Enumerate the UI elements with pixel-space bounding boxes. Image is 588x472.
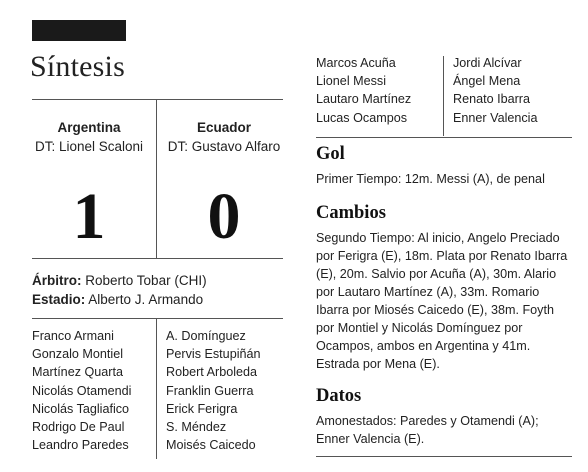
referee-value: Roberto Tobar (CHI) xyxy=(85,273,207,288)
player-item: Gonzalo Montiel xyxy=(32,347,124,362)
player-item: A. Domínguez xyxy=(166,329,246,343)
away-team-name: Ecuador xyxy=(196,120,251,135)
gol-heading: Gol xyxy=(316,144,345,164)
player-item: Martínez Quarta xyxy=(32,365,123,380)
gol-text: Primer Tiempo: 12m. Messi (A), de penal xyxy=(316,172,545,186)
player-item: Jordi Alcívar xyxy=(453,56,522,70)
home-coach: DT: Lionel Scaloni xyxy=(34,139,144,154)
cambios-text: Segundo Tiempo: Al inicio, Angelo Preciado por Ferigra (E), 18m. Plata por Renato Ibarra (E), 20m. Salvio por Acuña (A), 30m. Alario por Lautaro Martínez (A), 33m. Romario Ibarra por Miosés Caicedo (E), 38m. Foyth por Montiel y Nicolás Domínguez por Ocampos, ambos en Argentina y 41m. Estrada por Mena (E). xyxy=(316,231,568,371)
away-score: 0 xyxy=(207,180,241,253)
home-lineup-list xyxy=(32,327,131,454)
player-item: Leandro Paredes xyxy=(32,438,129,453)
player-item: Lautaro Martínez xyxy=(316,92,412,107)
player-item: Nicolás Tagliafico xyxy=(32,401,130,416)
divider xyxy=(32,258,283,259)
divider xyxy=(32,318,283,319)
home-team-name: Argentina xyxy=(57,120,121,135)
player-item: Marcos Acuña xyxy=(316,56,396,70)
referee xyxy=(32,271,282,290)
divider xyxy=(316,137,572,138)
player-item: Ángel Mena xyxy=(453,74,521,89)
datos-heading: Datos xyxy=(316,386,362,406)
divider xyxy=(156,319,157,459)
divider xyxy=(32,99,283,100)
player-item: S. Méndez xyxy=(166,420,227,435)
home-lineup-continued xyxy=(316,54,411,127)
away-lineup-list xyxy=(166,327,261,454)
player-item: Nicolás Otamendi xyxy=(32,383,132,398)
datos-text: Amonestados: Paredes y Otamendi (A); Enner Valencia (E). xyxy=(316,414,539,446)
away-team xyxy=(165,118,283,156)
player-item: Franklin Guerra xyxy=(166,383,254,398)
header-bar xyxy=(32,20,126,41)
away-lineup-continued xyxy=(453,54,537,127)
divider xyxy=(443,56,444,136)
away-coach: DT: Gustavo Alfaro xyxy=(167,139,281,154)
player-item: Enner Valencia xyxy=(453,110,538,125)
page-title: Síntesis xyxy=(30,50,125,83)
player-item: Franco Armani xyxy=(32,329,114,343)
player-item: Moisés Caicedo xyxy=(166,438,256,453)
referee-label: Árbitro: xyxy=(32,273,82,288)
player-item: Lucas Ocampos xyxy=(316,110,407,125)
home-score: 1 xyxy=(72,180,106,253)
home-team xyxy=(30,118,148,156)
cambios-heading: Cambios xyxy=(316,203,386,223)
divider xyxy=(316,456,572,457)
divider xyxy=(156,100,157,258)
player-item: Renato Ibarra xyxy=(453,92,531,107)
player-item: Lionel Messi xyxy=(316,74,386,89)
player-item: Rodrigo De Paul xyxy=(32,420,125,435)
player-item: Pervis Estupiñán xyxy=(166,347,261,362)
player-item: Erick Ferigra xyxy=(166,401,238,416)
stadium-label: Estadio: xyxy=(32,292,86,307)
stadium xyxy=(32,290,282,309)
stadium-value: Alberto J. Armando xyxy=(88,292,204,307)
player-item: Robert Arboleda xyxy=(166,365,258,380)
